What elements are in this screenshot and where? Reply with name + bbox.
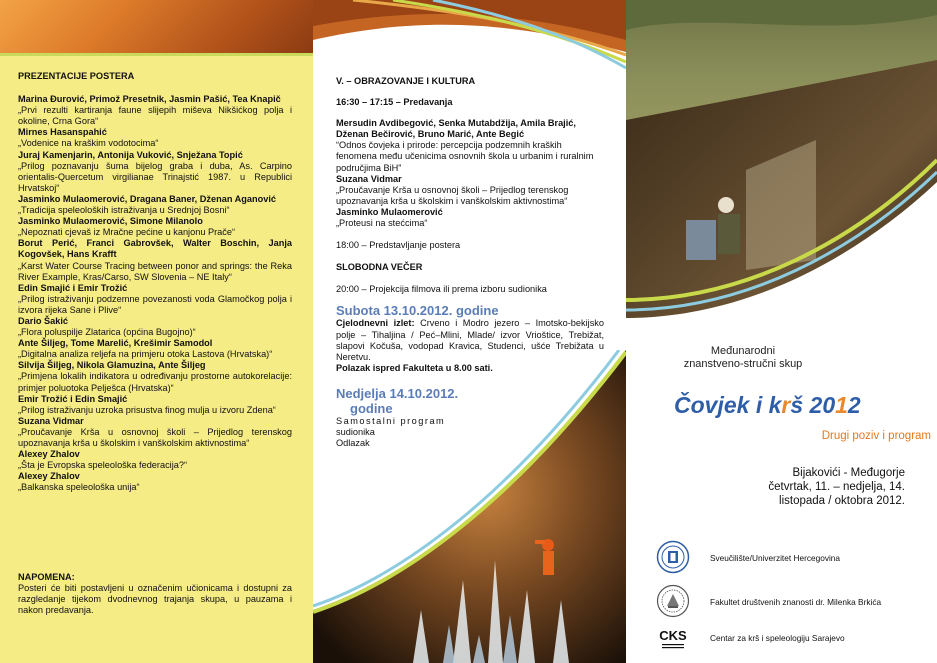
header-swoosh xyxy=(313,0,626,70)
poster-title: „Balkanska speleološka unija“ xyxy=(18,482,140,493)
venue-dates xyxy=(705,466,905,508)
institution-cks xyxy=(656,620,926,656)
excursion-route: Crveno i Modro jezero – Imotsko-bekijsko polje – Tihaljina / Peć–Mlini, Mlade/ izvor Vrioštice, Trebižat, slapovi Kočuša, vodopad Kravica, Studenci, ušće Trebižata u Neretvu. xyxy=(336,318,604,362)
free-evening-title: SLOBODNA VEČER xyxy=(336,262,423,273)
subtitle-line2: znanstveno-stručni skup xyxy=(683,358,803,370)
excursion-label: Cjelodnevni izlet: xyxy=(336,318,415,329)
landscape-cave-photos xyxy=(626,0,937,360)
talk-entry xyxy=(336,207,604,229)
poster-entry xyxy=(18,238,292,282)
institution-name: Sveučilište/Univerzitet Hercegovina xyxy=(710,553,841,563)
poster-title: „Prilog istraživanju podzemne povezanosti voda Glamočkog polja i izvora rijeka Sane i Plive“ xyxy=(18,293,292,315)
sunday-line: Samostalni program xyxy=(336,415,446,426)
institution-name: Fakultet društvenih znanosti dr. Milenka Brkića xyxy=(710,597,882,607)
session-time: 16:30 – 17:15 – Predavanja xyxy=(336,97,453,108)
poster-title: „Prvi rezulti kartiranja faune slijepih miševa Nikšićkog polja i okoline, Crna Gora“ xyxy=(18,105,292,127)
cks-logo-icon xyxy=(656,620,690,654)
venue: Bijakovići - Međugorje xyxy=(792,467,905,479)
poster-entry xyxy=(18,316,292,338)
poster-title: „Šta je Evropska speleološka federacija?“ xyxy=(18,460,188,471)
talk-title: “Odnos čovjeka i prirode: percepcija podzemnih kraških fenomena među učenicima osnovnih škola u urbanim i ruralnim područjima BiH” xyxy=(336,140,594,173)
left-header-band xyxy=(0,0,313,56)
poster-entry xyxy=(18,416,292,449)
poster-title: „Nepoznati cjevaš iz Mračne pećine u kanjonu Prače“ xyxy=(18,227,236,238)
poster-authors: Silvija Šiljeg, Nikola Glamuzina, Ante Šiljeg xyxy=(18,360,206,371)
poster-presentation-time: 18:00 – Predstavljanje postera xyxy=(336,240,461,251)
institution-faculty xyxy=(656,584,926,620)
poster-title: „Flora poluspilje Zlatarica (općina Bugojno)“ xyxy=(18,327,196,338)
institution-name: Centar za krš i speleologiju Sarajevo xyxy=(710,633,845,643)
title-part: š 20 xyxy=(790,392,836,418)
title-part: Čovjek i k xyxy=(674,392,782,418)
title-part-accent: 1 xyxy=(835,392,848,418)
title-part-accent: r xyxy=(781,392,791,418)
talk-entry xyxy=(336,118,604,173)
poster-title: „Proučavanje Krša u osnovnoj školi – Prijedlog terenskog upoznavanja krša u školskim i vanškolskim aktivnostima“ xyxy=(18,426,292,448)
poster-entry xyxy=(18,471,292,493)
talk-title: „Proučavanje Krša u osnovnoj školi – Prijedlog terenskog upoznavanja krša u školskim i vanškolskim aktivnostima“ xyxy=(336,184,569,206)
poster-authors: Suzana Vidmar xyxy=(18,415,84,426)
poster-entry xyxy=(18,360,292,393)
talk-entry xyxy=(336,174,604,207)
poster-entry xyxy=(18,449,292,471)
event-title xyxy=(674,392,934,419)
poster-entry xyxy=(18,283,292,316)
right-panel xyxy=(626,0,937,663)
cave-photo xyxy=(313,350,626,663)
poster-title: „Primjena lokalih indikatora u određivanju prostorne autokorelacije: primjer poluotoka Pelješca (Hrvatska)“ xyxy=(18,371,292,393)
poster-authors: Jasminko Mulaomerović, Dragana Baner, Dženan Aganović xyxy=(18,193,277,204)
faculty-seal-icon xyxy=(656,584,690,618)
sunday-line: Odlazak xyxy=(336,438,370,449)
poster-title: „Tradicija speleoloških istraživanja u Srednjoj Bosni“ xyxy=(18,205,230,216)
poster-section-title: PREZENTACIJE POSTERA xyxy=(18,71,135,81)
poster-title: „Vodenice na kraškim vodotocima“ xyxy=(18,138,159,149)
talk-list xyxy=(336,118,604,229)
poster-authors: Juraj Kamenjarin, Antonija Vuković, Snježana Topić xyxy=(18,149,243,160)
poster-title: „Karst Water Course Tracing between ponor and springs: the Reka River Example, Kras/Carso, SW Slovenia – NE Italy“ xyxy=(18,260,292,282)
sunday-heading-line2: godine xyxy=(350,400,393,416)
poster-authors: Dario Šakić xyxy=(18,315,69,326)
poster-title: „Prilog istraživanju uzroka prisustva finog mulja u izvoru Zdena“ xyxy=(18,404,276,415)
title-part: 2 xyxy=(847,392,861,418)
poster-authors: Jasminko Mulaomerović, Simone Milanolo xyxy=(18,216,203,227)
poster-entry xyxy=(18,127,292,149)
program-label: Drugi poziv i program xyxy=(821,430,931,442)
poster-authors: Alexey Zhalov xyxy=(18,471,80,482)
institution-university xyxy=(656,540,926,576)
subtitle-line1: Međunarodni xyxy=(710,345,776,357)
note-text: Posteri će biti postavljeni u označenim učionicama i dostupni za razgledanje tijekom dvodnevnog trajanja skupa, u pauzama i nakon predavanja. xyxy=(18,583,292,616)
poster-entry xyxy=(18,394,292,416)
talk-authors: Mersudin Avdibegović, Senka Mutabdžija, Amila Brajić, Dženan Bečirović, Bruno Marić, Ante Begić xyxy=(336,118,576,140)
talk-authors: Suzana Vidmar xyxy=(336,173,402,184)
middle-panel xyxy=(313,0,626,663)
left-panel xyxy=(0,0,313,663)
poster-authors: Borut Perić, Franci Gabrovšek, Walter Boschin, Janja Kogovšek, Hans Krafft xyxy=(18,238,292,260)
poster-title: „Digitalna analiza reljefa na primjeru otoka Lastova (Hrvatska)“ xyxy=(18,349,273,360)
dates-line2: listopada / oktobra 2012. xyxy=(779,495,905,507)
poster-title: „Prilog poznavanju šuma bijelog graba i duba, As. Carpino orientalis-Quercetum virgilianae Trinajstić 1987. u Republici Hrvatskoj“ xyxy=(18,160,292,193)
poster-entry xyxy=(18,194,292,216)
sunday-line: sudionika xyxy=(336,426,375,437)
poster-authors: Edin Smajić i Emir Trožić xyxy=(18,282,128,293)
poster-authors: Alexey Zhalov xyxy=(18,449,80,460)
saturday-heading: Subota 13.10.2012. godine xyxy=(336,303,499,319)
talk-title: „Proteusi na stećcima“ xyxy=(336,218,428,229)
departure-info: Polazak ispred Fakulteta u 8.00 sati. xyxy=(336,362,493,373)
university-seal-icon xyxy=(656,540,690,574)
poster-entry xyxy=(18,216,292,238)
event-subtitle xyxy=(648,345,838,371)
poster-entry xyxy=(18,338,292,360)
film-program: 20:00 – Projekcija filmova ili prema izboru sudionika xyxy=(336,284,547,295)
poster-entry xyxy=(18,94,292,127)
poster-entry xyxy=(18,150,292,194)
poster-list xyxy=(18,71,292,493)
sunday-heading-line1: Nedjelja 14.10.2012. xyxy=(336,385,459,401)
poster-authors: Emir Trožić i Edin Smajić xyxy=(18,393,128,404)
note-title: NAPOMENA: xyxy=(18,572,75,582)
poster-entries xyxy=(18,94,292,493)
dates-line1: četvrtak, 11. – nedjelja, 14. xyxy=(768,481,905,493)
poster-authors: Mirnes Hasanspahić xyxy=(18,127,107,138)
section-title-education: V. – OBRAZOVANJE I KULTURA xyxy=(336,76,476,86)
note-block xyxy=(18,572,292,616)
cks-logo-text: CKS xyxy=(659,628,687,643)
poster-authors: Marina Đurović, Primož Presetnik, Jasmin Pašić, Tea Knapič xyxy=(18,94,281,105)
poster-authors: Ante Šiljeg, Tome Marelić, Krešimir Samodol xyxy=(18,338,213,349)
talk-authors: Jasminko Mulaomerović xyxy=(336,206,443,217)
